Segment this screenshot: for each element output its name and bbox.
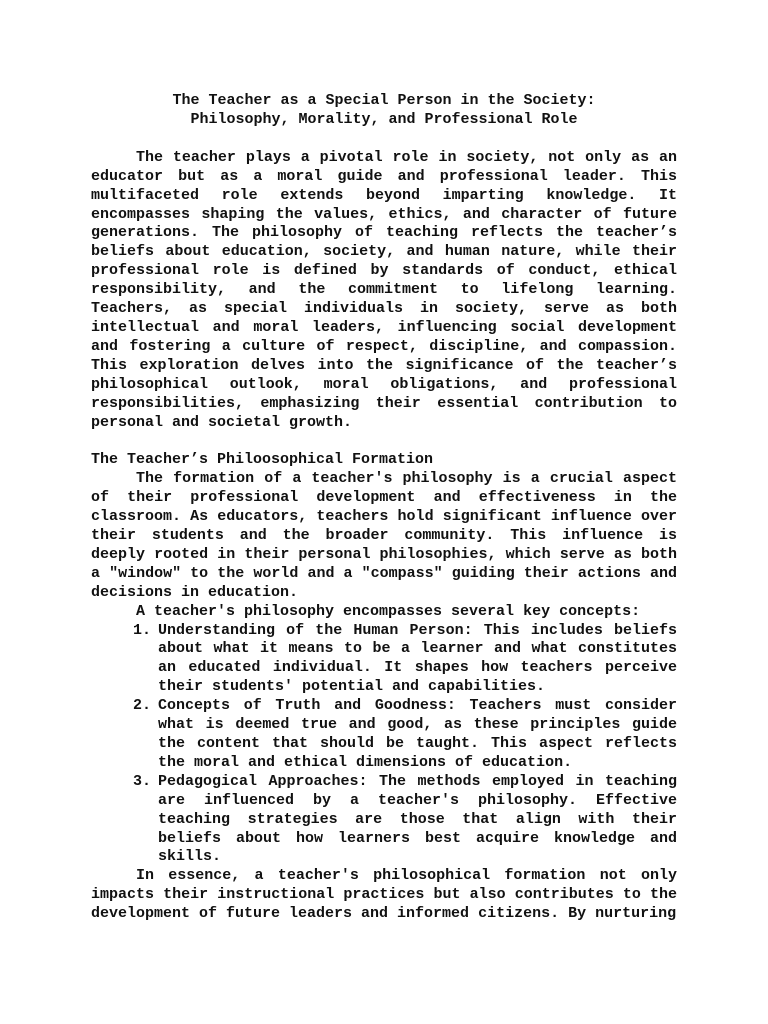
section-heading: The Teacher’s Philoosophical Formation (91, 451, 434, 469)
list-item-text: Concepts of Truth and Goodness: Teachers must consider what is deemed true and good, as these principles guide the content that should be taught. This aspect reflects the moral and ethical dimensions of education. (158, 697, 677, 771)
list-item (91, 773, 677, 868)
list-item-text: Pedagogical Approaches: The methods employed in teaching are influenced by a teacher's philosophy. Effective teaching strategies are those that align with their beliefs about how learners best acquire knowledge and skills. (158, 772, 677, 866)
list-item (91, 622, 677, 698)
concepts-list (91, 622, 677, 868)
intro-paragraph: The teacher plays a pivotal role in society, not only as an educator but as a moral guide and professional leader. This multifaceted role extends beyond imparting knowledge. It encompasses shaping the values, ethics, and character of future generations. The philosophy of teaching reflects the teacher’s beliefs about education, society, and human nature, while their professional role is defined by standards of conduct, ethical responsibility, and the commitment to lifelong learning. Teachers, as special individuals in society, serve as both intellectual and moral leaders, influencing social development and fostering a culture of respect, discipline, and compassion. This exploration delves into the significance of the teacher’s philosophical outlook, moral obligations, and professional responsibilities, emphasizing their essential contribution to personal and societal growth. (91, 148, 677, 431)
spacer (91, 130, 677, 149)
spacer (91, 432, 677, 451)
title-line-1: The Teacher as a Special Person in the Society: (172, 92, 596, 109)
list-item-number: 3. (133, 772, 152, 790)
list-item-number: 1. (133, 621, 152, 639)
document-page (91, 92, 677, 924)
closing-paragraph: In essence, a teacher's philosophical formation not only impacts their instructional practices but also contributes to the development of future leaders and informed citizens. By nurturing (91, 867, 677, 923)
list-item (91, 697, 677, 773)
section-paragraph: The formation of a teacher's philosophy is a crucial aspect of their professional development and effectiveness in the classroom. As educators, teachers hold significant influence over their students and the broader community. This influence is deeply rooted in their personal philosophies, which serve as both a "window" to the world and a "compass" guiding their actions and decisions in education. (91, 470, 677, 601)
title-line-2: Philosophy, Morality, and Professional Role (190, 110, 578, 128)
document-title (91, 92, 677, 130)
list-intro: A teacher's philosophy encompasses several key concepts: (136, 602, 641, 620)
list-item-text: Understanding of the Human Person: This includes beliefs about what it means to be a learner and what constitutes an educated individual. It shapes how teachers perceive their students' potential and capabilities. (158, 621, 677, 696)
list-item-number: 2. (133, 697, 152, 715)
